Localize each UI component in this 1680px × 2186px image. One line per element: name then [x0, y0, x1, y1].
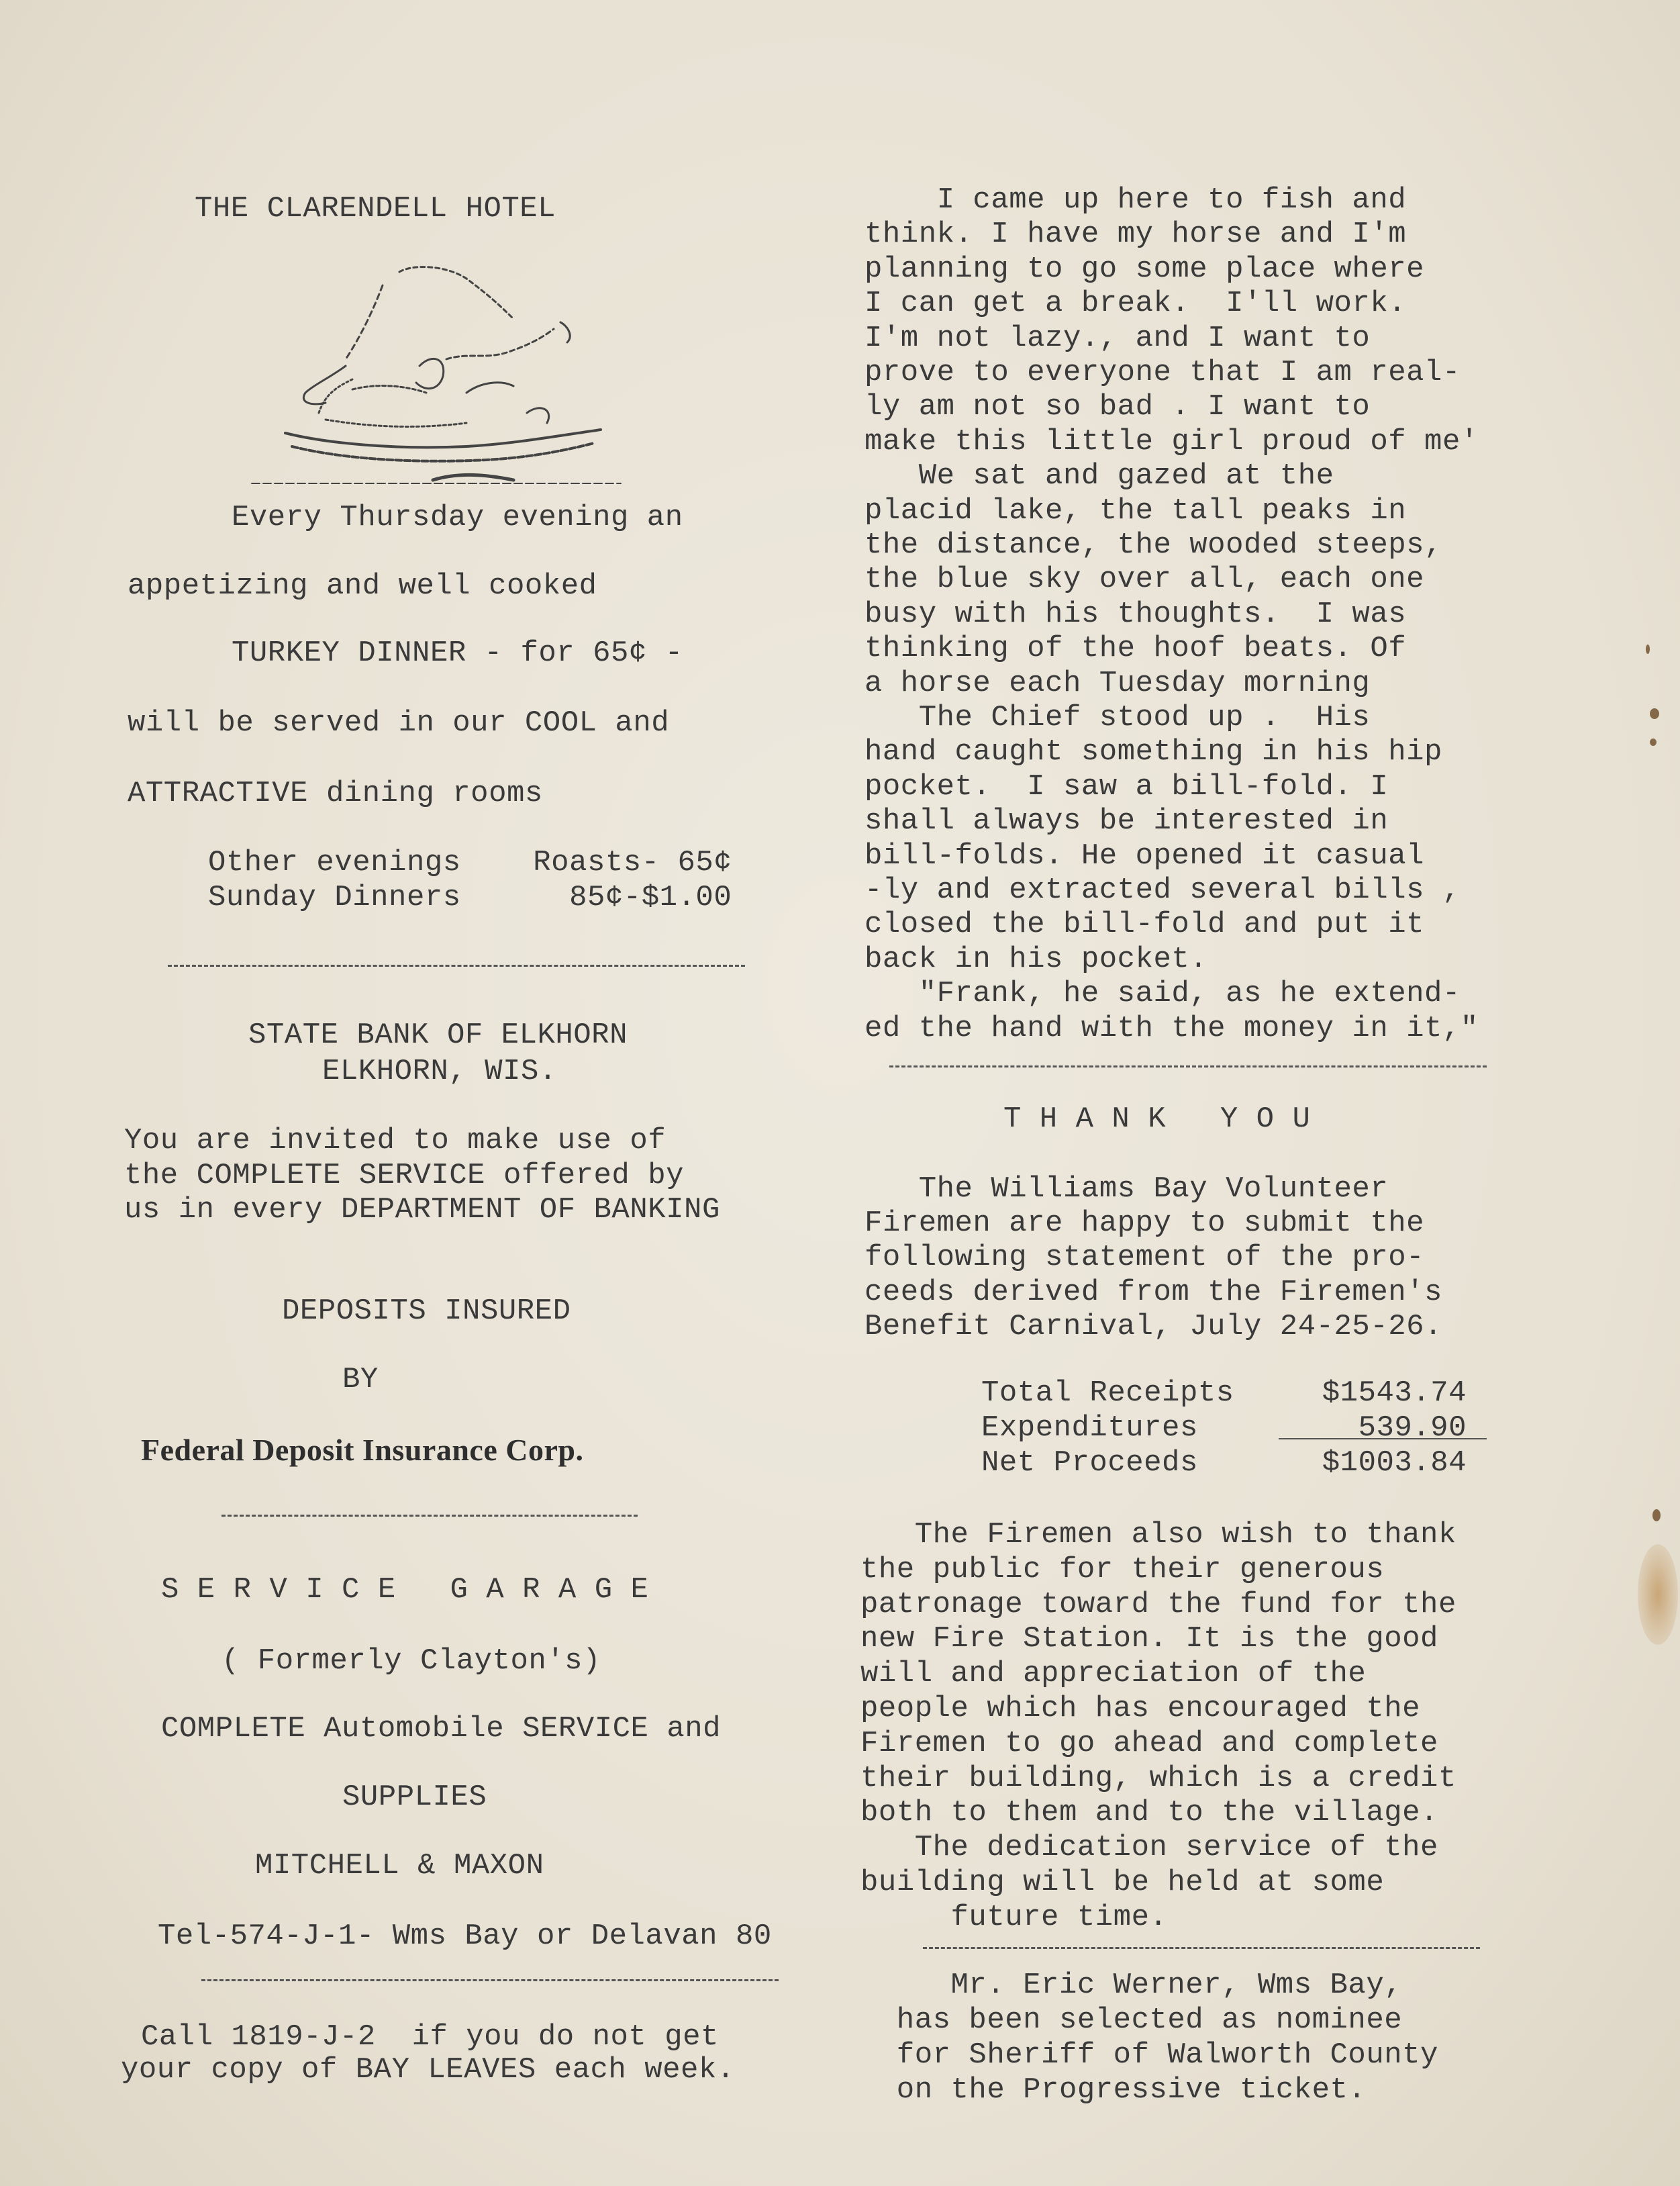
divider: [889, 1065, 1487, 1067]
bank-line: us in every DEPARTMENT OF BANKING: [124, 1193, 720, 1227]
garage-title: S E R V I C E G A R A G E: [161, 1573, 649, 1607]
story-line: The Chief stood up . His: [864, 701, 1371, 734]
ink-spot: [1646, 645, 1650, 654]
story-line: I can get a break. I'll work.: [864, 287, 1407, 321]
ink-spot: [1650, 739, 1657, 746]
story-line: I came up here to fish and: [864, 183, 1407, 217]
firemen-line: will and appreciation of the: [860, 1657, 1367, 1691]
garage-line: MITCHELL & MAXON: [255, 1849, 544, 1883]
story-line: think. I have my horse and I'm: [864, 218, 1407, 252]
firemen-line: The Firemen also wish to thank: [860, 1518, 1456, 1552]
divider: [168, 965, 745, 967]
story-line: busy with his thoughts. I was: [864, 597, 1407, 631]
thanks-line: ceeds derived from the Firemen's: [864, 1275, 1442, 1309]
deposits-by: BY: [342, 1363, 379, 1396]
sheriff-line: Mr. Eric Werner, Wms Bay,: [860, 1968, 1403, 2002]
statement-underline: [1279, 1438, 1487, 1439]
hotel-line: will be served in our COOL and: [128, 706, 670, 740]
story-line: shall always be interested in: [864, 804, 1389, 839]
hotel-line: Every Thursday evening an: [232, 501, 683, 534]
story-line: -ly and extracted several bills ,: [864, 873, 1461, 907]
firemen-line: the public for their generous: [860, 1552, 1385, 1586]
firemen-line: future time.: [860, 1900, 1168, 1934]
story-line: We sat and gazed at the: [864, 459, 1334, 493]
thanks-line: Benefit Carnival, July 24-25-26.: [864, 1309, 1442, 1343]
firemen-line: Firemen to go ahead and complete: [860, 1726, 1438, 1760]
story-line: ed the hand with the money in it,": [864, 1011, 1479, 1045]
story-line: prove to everyone that I am real-: [864, 356, 1461, 389]
story-line: bill-folds. He opened it casual: [864, 839, 1425, 873]
garage-line: SUPPLIES: [342, 1780, 487, 1814]
bank-line: the COMPLETE SERVICE offered by: [124, 1159, 685, 1192]
thanks-line: Firemen are happy to submit the: [864, 1206, 1425, 1241]
firemen-line: people which has encouraged the: [860, 1692, 1421, 1725]
price-line: Other evenings Roasts- 65¢: [208, 846, 732, 880]
hotel-title: THE CLARENDELL HOTEL: [195, 192, 556, 226]
story-line: closed the bill-fold and put it: [864, 908, 1425, 942]
sheriff-line: for Sheriff of Walworth County: [860, 2038, 1438, 2072]
divider: [221, 1515, 638, 1517]
call-line: your copy of BAY LEAVES each week.: [121, 2053, 735, 2087]
firemen-line: new Fire Station. It is the good: [860, 1622, 1438, 1656]
firemen-line: The dedication service of the: [860, 1831, 1438, 1865]
statement-label: Total Receipts: [981, 1376, 1234, 1410]
hotel-line: appetizing and well cooked: [128, 569, 597, 603]
story-line: ly am not so bad . I want to: [864, 390, 1371, 424]
thanks-title: T H A N K Y O U: [1003, 1102, 1311, 1136]
garage-line: ( Formerly Clayton's): [221, 1644, 601, 1678]
bank-line: You are invited to make use of: [124, 1124, 666, 1157]
price-line: Sunday Dinners 85¢-$1.00: [208, 881, 732, 914]
firemen-line: building will be held at some: [860, 1866, 1385, 1899]
fdic-line: Federal Deposit Insurance Corp.: [141, 1433, 584, 1467]
hotel-illustration: [245, 258, 628, 490]
story-line: planning to go some place where: [864, 252, 1425, 286]
story-line: pocket. I saw a bill-fold. I: [864, 769, 1389, 804]
bank-title: STATE BANK OF ELKHORN: [248, 1018, 628, 1052]
divider: [923, 1947, 1480, 1949]
story-line: make this little girl proud of me': [864, 424, 1479, 459]
story-line: hand caught something in his hip: [864, 735, 1442, 769]
story-line: a horse each Tuesday morning: [864, 666, 1371, 700]
garage-line: COMPLETE Automobile SERVICE and: [161, 1712, 722, 1746]
story-line: I'm not lazy., and I want to: [864, 321, 1371, 355]
statement-value: 539.90: [1358, 1411, 1467, 1445]
firemen-line: patronage toward the fund for the: [860, 1587, 1456, 1621]
story-line: thinking of the hoof beats. Of: [864, 632, 1407, 666]
statement-value: $1543.74: [1322, 1376, 1467, 1410]
story-line: the distance, the wooded steeps,: [864, 528, 1442, 562]
statement-label: Expenditures: [981, 1411, 1198, 1445]
story-line: "Frank, he said, as he extend-: [864, 977, 1461, 1011]
firemen-line: their building, which is a credit: [860, 1761, 1456, 1795]
bank-city: ELKHORN, WIS.: [322, 1055, 557, 1088]
deposits-heading: DEPOSITS INSURED: [282, 1294, 571, 1328]
ink-spot: [1652, 1509, 1661, 1521]
story-line: back in his pocket.: [864, 942, 1208, 976]
call-line: Call 1819-J-2 if you do not get: [141, 2020, 719, 2054]
ink-spot: [1650, 708, 1659, 719]
stain-mark: [1638, 1544, 1678, 1645]
thanks-line: following statement of the pro-: [864, 1241, 1425, 1275]
sheriff-line: has been selected as nominee: [860, 2003, 1403, 2037]
hotel-line: ATTRACTIVE dining rooms: [128, 777, 543, 810]
hotel-line: TURKEY DINNER - for 65¢ -: [232, 636, 683, 670]
statement-label: Net Proceeds: [981, 1446, 1198, 1480]
firemen-line: both to them and to the village.: [860, 1796, 1438, 1830]
statement-value: $1003.84: [1322, 1446, 1467, 1480]
divider: [201, 1979, 779, 1981]
story-line: placid lake, the tall peaks in: [864, 493, 1407, 528]
story-line: the blue sky over all, each one: [864, 563, 1425, 597]
garage-line: Tel-574-J-1- Wms Bay or Delavan 80: [158, 1919, 772, 1953]
thanks-line: The Williams Bay Volunteer: [864, 1172, 1389, 1206]
sheriff-line: on the Progressive ticket.: [860, 2073, 1367, 2107]
